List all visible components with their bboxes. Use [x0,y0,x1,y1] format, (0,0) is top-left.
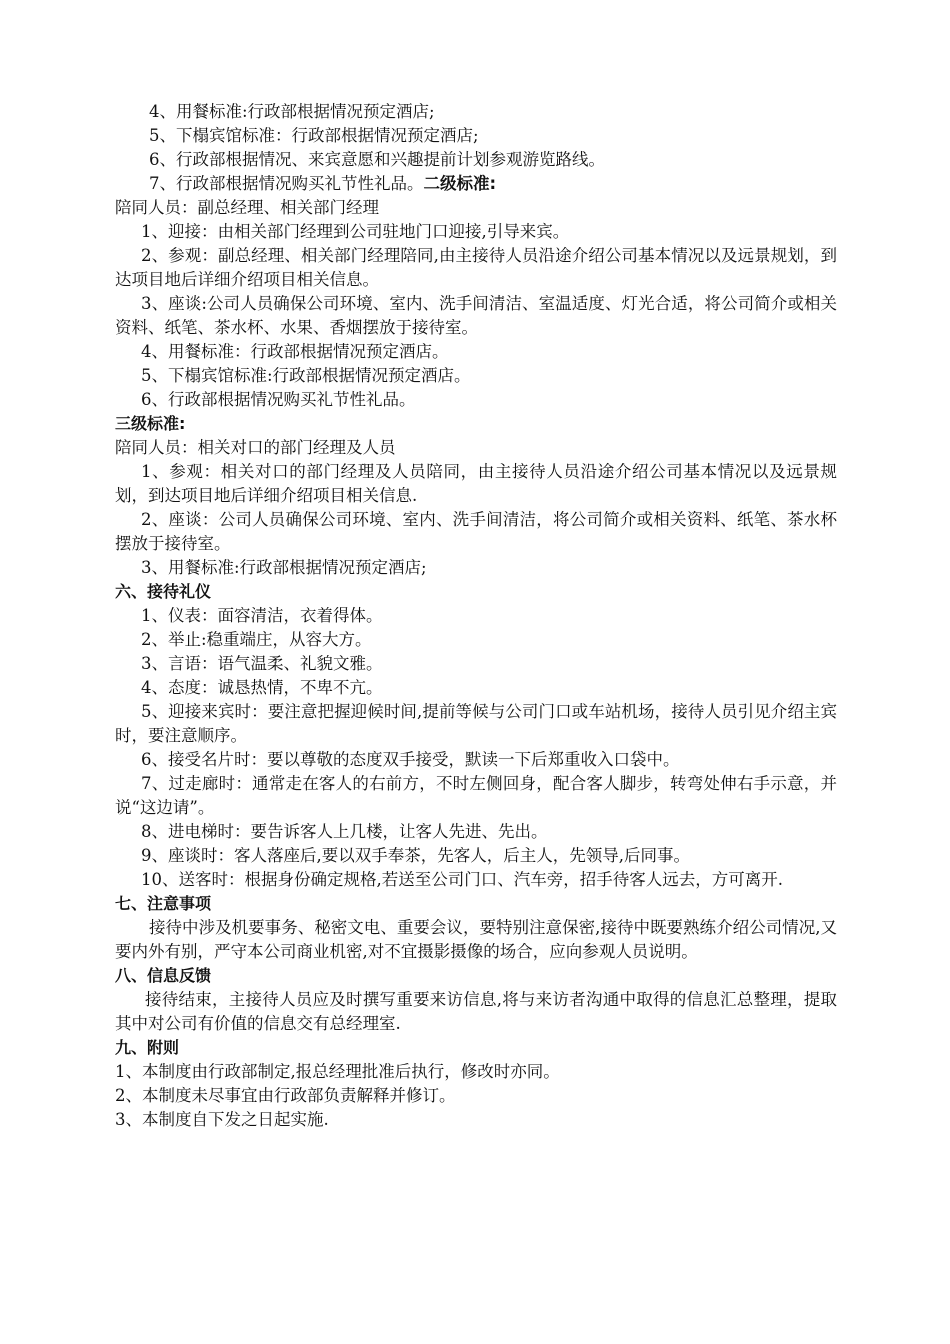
section8-heading: 八、信息反馈 [115,966,212,985]
level2-item-4: 4、用餐标准：行政部根据情况预定酒店。 [141,342,449,361]
level2-item-2: 2、参观：副总经理、相关部门经理陪同,由主接待人员沿途介绍公司基本情况以及远景规划，到达项目地后详细介绍项目相关信息。 [115,246,837,289]
level2-heading: 二级标准: [423,174,497,193]
rules-item-1: 1、本制度由行政部制定,报总经理批准后执行，修改时亦同。 [115,1062,560,1081]
etiquette-item-9: 9、座谈时：客人落座后,要以双手奉茶，先客人，后主人，先领导,后同事。 [141,846,690,865]
etiquette-item-8: 8、进电梯时：要告诉客人上几楼，让客人先进、先出。 [141,822,548,841]
etiquette-item-1: 1、仪表：面容清洁，衣着得体。 [141,606,383,625]
level3-item-2: 2、座谈：公司人员确保公司环境、室内、洗手间清洁，将公司简介或相关资料、纸笔、茶水杯摆放于接待室。 [115,510,837,553]
level1-item-4: 4、用餐标准:行政部根据情况预定酒店; [149,102,435,121]
rules-item-2: 2、本制度未尽事宜由行政部负责解释并修订。 [115,1086,456,1105]
rules-item-3: 3、本制度自下发之日起实施. [115,1110,329,1129]
level1-item-5: 5、下榻宾馆标准：行政部根据情况预定酒店; [149,126,479,145]
level2-item-5: 5、下榻宾馆标准:行政部根据情况预定酒店。 [141,366,471,385]
etiquette-item-4: 4、态度：诚恳热情，不卑不亢。 [141,678,383,697]
level2-item-3: 3、座谈:公司人员确保公司环境、室内、洗手间清洁、室温适度、灯光合适，将公司简介或相关资料、纸笔、茶水杯、水果、香烟摆放于接待室。 [115,294,837,337]
level2-item-1: 1、迎接：由相关部门经理到公司驻地门口迎接,引导来宾。 [141,222,570,241]
section7-body: 接待中涉及机要事务、秘密文电、重要会议，要特别注意保密,接待中既要熟练介绍公司情况,又要内外有别，严守本公司商业机密,对不宜摄影摄像的场合，应向参观人员说明。 [115,918,837,961]
level2-item-6: 6、行政部根据情况购买礼节性礼品。 [141,390,416,409]
etiquette-item-2: 2、举止:稳重端庄，从容大方。 [141,630,372,649]
level3-escort: 陪同人员：相关对口的部门经理及人员 [115,438,396,457]
etiquette-item-10: 10、送客时：根据身份确定规格,若送至公司门口、汽车旁，招手待客人远去，方可离开. [141,870,783,889]
section8-body: 接待结束，主接待人员应及时撰写重要来访信息,将与来访者沟通中取得的信息汇总整理，提取其中对公司有价值的信息交有总经理室. [115,990,837,1033]
level1-item-6: 6、行政部根据情况、来宾意愿和兴趣提前计划参观游览路线。 [149,150,605,169]
level3-item-3: 3、用餐标准:行政部根据情况预定酒店; [141,558,427,577]
etiquette-item-6: 6、接受名片时：要以尊敬的态度双手接受，默读一下后郑重收入口袋中。 [141,750,680,769]
section7-heading: 七、注意事项 [115,894,212,913]
section9-heading: 九、附则 [115,1038,180,1057]
level1-item-7-text: 7、行政部根据情况购买礼节性礼品。 [149,174,424,193]
level1-item-7 [115,172,837,196]
etiquette-item-5: 5、迎接来宾时：要注意把握迎候时间,提前等候与公司门口或车站机场，接待人员引见介绍主宾时，要注意顺序。 [115,702,837,745]
level3-heading: 三级标准: [115,414,186,433]
etiquette-item-3: 3、言语：语气温柔、礼貌文雅。 [141,654,383,673]
etiquette-item-7: 7、过走廊时：通常走在客人的右前方，不时左侧回身，配合客人脚步，转弯处伸右手示意，并说“这边请”。 [115,774,837,817]
level3-item-1: 1、参观：相关对口的部门经理及人员陪同，由主接待人员沿途介绍公司基本情况以及远景规划，到达项目地后详细介绍项目相关信息. [115,462,837,505]
document-page [115,100,837,1132]
section6-heading: 六、接待礼仪 [115,582,212,601]
level2-escort: 陪同人员：副总经理、相关部门经理 [115,198,379,217]
